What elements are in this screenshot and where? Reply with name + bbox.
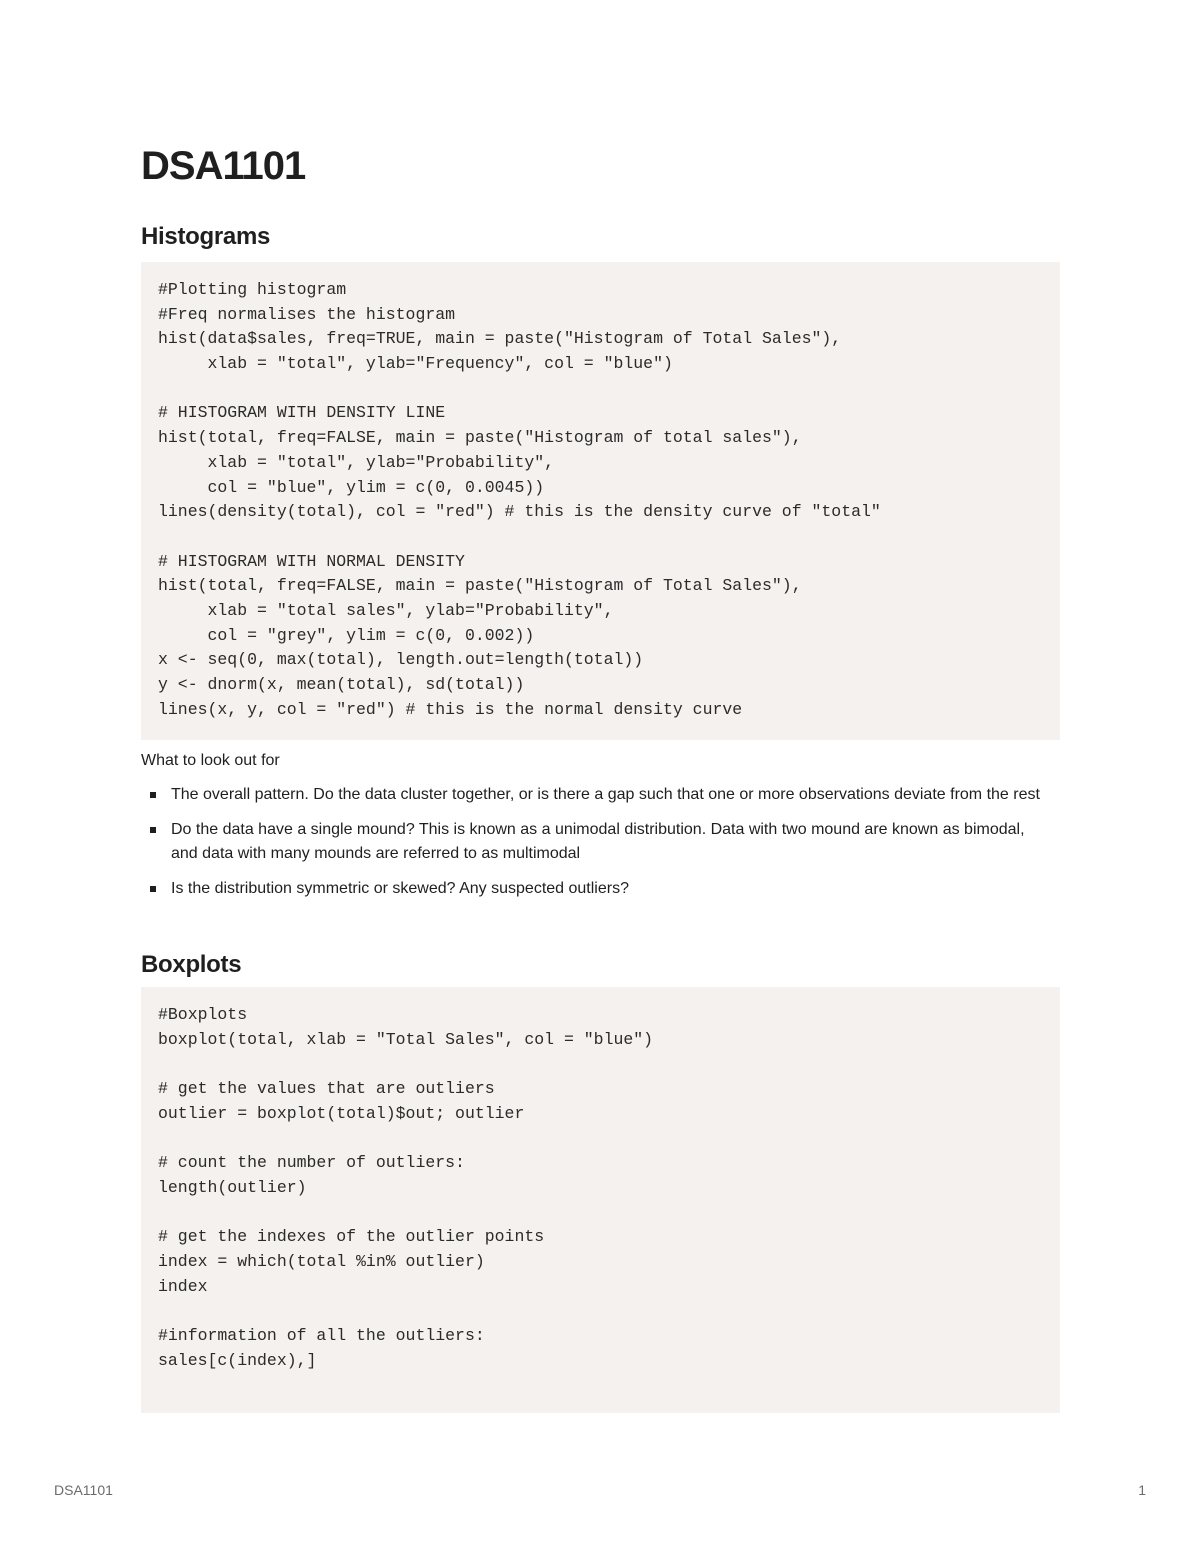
histograms-code-line: #Freq normalises the histogram xyxy=(158,304,456,324)
boxplots-heading: Boxplots xyxy=(141,951,242,978)
boxplots-code-line xyxy=(158,1126,1043,1151)
boxplots-code-line: #Boxplots xyxy=(158,1005,248,1024)
histograms-code-line: lines(density(total), col = "red") # this is the density curve of "total" xyxy=(158,502,881,522)
histograms-code-line: #Plotting histogram xyxy=(158,280,347,299)
boxplots-code-block xyxy=(141,987,1060,1413)
boxplots-code-line: boxplot(total, xlab = "Total Sales", col = "blue") xyxy=(158,1029,654,1049)
boxplots-code-line: #information of all the outliers: xyxy=(158,1325,485,1345)
histograms-code-line: # HISTOGRAM WITH NORMAL DENSITY xyxy=(158,551,465,571)
boxplots-code-line: # get the indexes of the outlier points xyxy=(158,1227,545,1247)
histograms-code-line xyxy=(158,377,1043,402)
bullet-icon xyxy=(150,827,156,833)
histograms-code-line: hist(data$sales, freq=TRUE, main = paste("Histogram of Total Sales"), xyxy=(158,329,842,349)
histograms-code-block xyxy=(141,262,1060,740)
histograms-code-line: hist(total, freq=FALSE, main = paste("Histogram of Total Sales"), xyxy=(158,576,802,596)
list-item-text: Is the distribution symmetric or skewed? Any suspected outliers? xyxy=(171,880,629,897)
list-item-text: Do the data have a single mound? This is known as a unimodal distribution. Data with two mound are known as bimodal, and data with many mounds are referred to as multimodal xyxy=(171,821,1025,862)
boxplots-code-line: # get the values that are outliers xyxy=(158,1079,495,1099)
histograms-code-line: xlab = "total sales", ylab="Probability", xyxy=(158,600,614,620)
histograms-code-line xyxy=(158,525,1043,550)
histograms-heading: Histograms xyxy=(141,223,271,250)
list-item-text: The overall pattern. Do the data cluster together, or is there a gap such that one or more observations deviate from the rest xyxy=(171,786,1040,803)
look-out-list xyxy=(141,783,1041,912)
boxplots-code-line xyxy=(158,1052,1043,1077)
boxplots-code-line xyxy=(158,1299,1043,1324)
list-item xyxy=(141,877,1041,901)
page-title: DSA1101 xyxy=(141,144,306,188)
histograms-code-line: col = "blue", ylim = c(0, 0.0045)) xyxy=(158,477,545,497)
histograms-code-line: col = "grey", ylim = c(0, 0.002)) xyxy=(158,625,535,645)
look-out-label: What to look out for xyxy=(141,752,280,769)
histograms-code-line: xlab = "total", ylab="Probability", xyxy=(158,452,555,472)
histograms-code-line: hist(total, freq=FALSE, main = paste("Histogram of total sales"), xyxy=(158,428,802,448)
footer-page-number: 1 xyxy=(1138,1482,1146,1498)
histograms-code-line: x <- seq(0, max(total), length.out=length(total)) xyxy=(158,650,644,670)
boxplots-code-line: length(outlier) xyxy=(158,1177,307,1197)
boxplots-code-line: outlier = boxplot(total)$out; outlier xyxy=(158,1103,525,1123)
boxplots-code-line: # count the number of outliers: xyxy=(158,1153,465,1173)
boxplots-code-line xyxy=(158,1201,1043,1226)
histograms-code-line: xlab = "total", ylab="Frequency", col = "blue") xyxy=(158,354,673,374)
boxplots-code-line: sales[c(index),] xyxy=(158,1350,317,1370)
bullet-icon xyxy=(150,886,156,892)
histograms-code-line: # HISTOGRAM WITH DENSITY LINE xyxy=(158,403,446,423)
histograms-code-line: lines(x, y, col = "red") # this is the normal density curve xyxy=(158,699,743,719)
bullet-icon xyxy=(150,792,156,798)
histograms-code-line: y <- dnorm(x, mean(total), sd(total)) xyxy=(158,675,525,694)
footer-doc-title: DSA1101 xyxy=(54,1482,113,1498)
boxplots-code-line: index = which(total %in% outlier) xyxy=(158,1251,485,1271)
list-item xyxy=(141,783,1041,807)
list-item xyxy=(141,818,1041,866)
boxplots-code-line: index xyxy=(158,1276,208,1296)
